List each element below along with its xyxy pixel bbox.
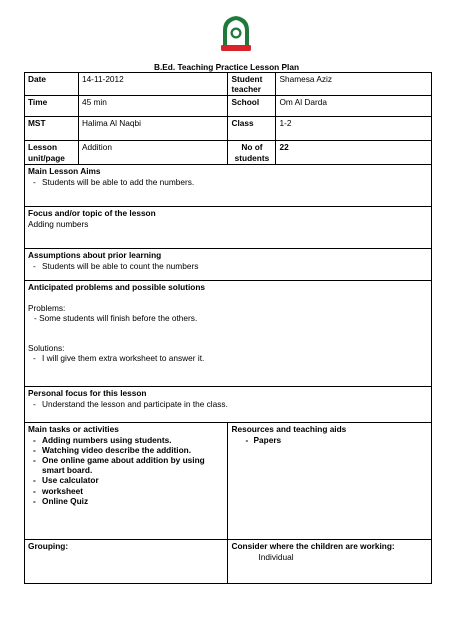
assumptions-item: - Students will be able to count the numbers [33,260,199,271]
time-row [25,96,432,117]
assumptions-section [25,249,432,281]
task-item: - Online Quiz [33,495,89,506]
tasks-row [25,423,432,540]
problems-heading: Anticipated problems and possible solutions [28,282,206,293]
task-item: - Use calculator [33,475,99,486]
class-label: Class [228,117,276,141]
problems-label: Problems: [28,302,66,313]
resources-section [228,423,432,540]
students-label-line2: students [234,152,270,163]
resource-item: - Papers [245,434,282,445]
lesson-label-line2: unit/page [28,152,65,163]
date-value: 14-11-2012 [78,73,228,96]
lesson-row [25,141,432,165]
time-label: Time [25,96,79,117]
lesson-value: Addition [78,141,228,165]
students-count-value: 22 [276,141,432,165]
focus-section [25,207,432,249]
problems-section [25,281,432,387]
lesson-label-line1: Lesson [28,142,58,153]
document-title: B.Ed. Teaching Practice Lesson Plan [153,62,300,72]
class-value: 1-2 [276,117,432,141]
problems-text: - Some students will finish before the others. [34,312,198,323]
working-value: Individual [258,551,294,562]
focus-row [25,207,432,249]
school-value: Om Al Darda [276,96,432,117]
personal-row [25,387,432,423]
aims-section [25,165,432,207]
aims-row [25,165,432,207]
student-teacher-label [228,73,276,96]
personal-item: - Understand the lesson and participate in the class. [33,398,228,409]
student-teacher-label-line2: teacher [231,84,262,95]
tasks-heading: Main tasks or activities [28,424,119,435]
aims-item: - Students will be able to add the numbers. [33,176,195,187]
task-item: - Adding numbers using students. [33,434,172,445]
university-logo [218,14,254,52]
time-value: 45 min [78,96,228,117]
problems-row [25,281,432,387]
assumptions-heading: Assumptions about prior learning [28,250,162,261]
lesson-plan-table [24,72,432,584]
date-label: Date [25,73,79,96]
task-item: - worksheet [33,485,84,496]
aims-heading: Main Lesson Aims [28,166,101,177]
student-teacher-label-line1: Student [231,74,263,84]
working-section [228,540,432,584]
tasks-section [25,423,228,540]
student-teacher-value: Shamesa Aziz [276,73,432,96]
lesson-label [25,141,79,165]
solutions-item: - I will give them extra worksheet to answer it. [33,353,205,364]
assumptions-row [25,249,432,281]
focus-text: Adding numbers [28,218,89,229]
working-heading: Consider where the children are working: [231,541,395,552]
date-row [25,73,432,96]
students-count-label [228,141,276,165]
solutions-label: Solutions: [28,343,65,354]
grouping-heading: Grouping: [28,541,69,552]
personal-section [25,387,432,423]
task-item: - One online game about addition by using smart board. [33,455,205,476]
personal-heading: Personal focus for this lesson [28,388,147,399]
school-label: School [228,96,276,117]
grouping-row [25,540,432,584]
mst-label: MST [25,117,79,141]
mst-value: Halima Al Naqbi [78,117,228,141]
task-item: - Watching video describe the addition. [33,444,192,455]
focus-heading: Focus and/or topic of the lesson [28,208,156,219]
mst-row [25,117,432,141]
resources-heading: Resources and teaching aids [231,424,347,435]
grouping-section [25,540,228,584]
students-label-line1: No of [241,142,263,153]
